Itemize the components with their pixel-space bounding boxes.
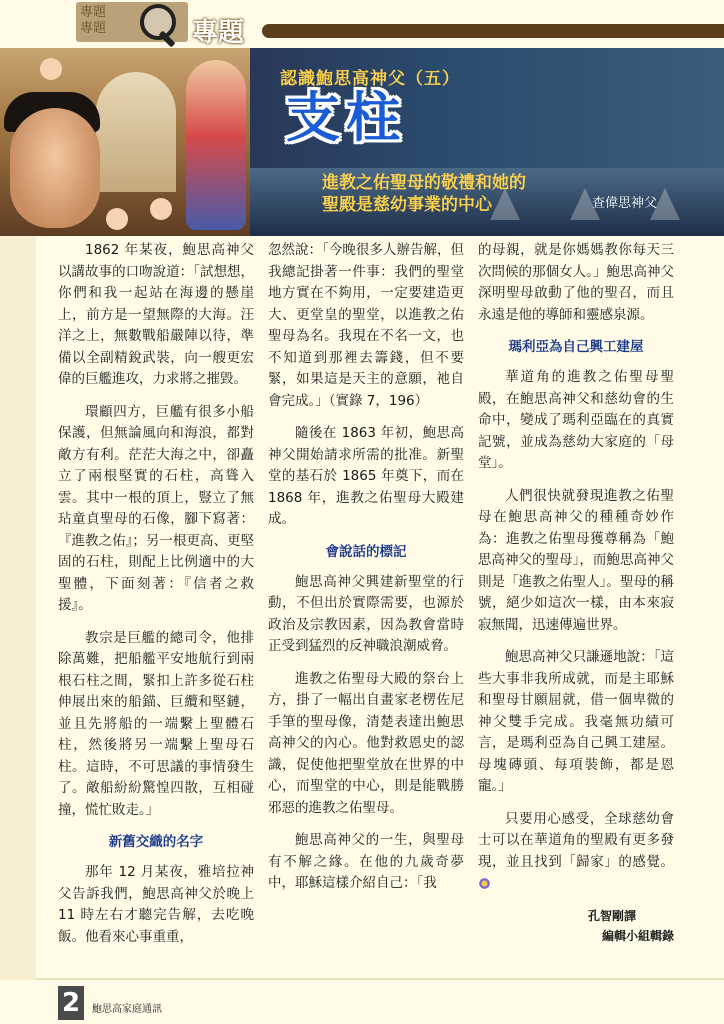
cherub-image (40, 58, 62, 80)
top-bar (0, 0, 724, 48)
subtitle-line: 聖殿是慈幼事業的中心 (322, 195, 492, 215)
logo-text-line1: 專題 (80, 5, 107, 20)
editor-credit: 編輯小組輯錄 (601, 928, 674, 943)
translator-credit: 孔智剛譯 (587, 908, 636, 923)
paragraph: 環顧四方，巨艦有很多小船保護，但無論風向和海浪，都對敵方有利。茫茫大海之中，卻矗立了兩根堅實的石柱，高聳入雲。其中一根的頂上，豎立了無玷童貞聖母的石像，腳下寫著：『進教之佑』；另一根更高、更堅固的石柱，則配上比例適中的大聖體，下面刻著：『信者之救援』。 (58, 403, 254, 613)
column-2 (268, 240, 464, 906)
madonna-image (186, 60, 246, 230)
column-1 (58, 240, 254, 959)
author-name: 查偉思神父 (592, 196, 658, 211)
section-heading: 新舊交織的名字 (108, 834, 204, 850)
paragraph: 鮑思高神父的一生，與聖母有不解之緣。在他的九歲奇夢中，耶穌這樣介紹自己：「我 (268, 832, 464, 891)
cherub-image (150, 198, 172, 220)
cherub-image (106, 208, 128, 230)
column-3 (478, 240, 674, 946)
article-subtitle (322, 172, 526, 216)
hero-illustration (0, 48, 250, 236)
paragraph: 忽然說：「今晚很多人辦告解，但我總記掛著一件事：我們的聖堂地方實在不夠用，一定要建造更大、更堂皇的聖堂，以進教之佑聖母為名。我現在不名一文，也不知道到那裡去籌錢，但不要緊，如果這是天主的意願，祂自會完成。」（實錄 7，196） (268, 242, 464, 409)
closing-paragraph (478, 809, 674, 895)
paragraph: 人們很快就發現進教之佑聖母在鮑思高神父的種種奇妙作為：進教之佑聖母獲尊稱為「鮑思高神父的聖母」，而鮑思高神父則是「進教之佑聖人」。聖母的稱號，絕少如這次一樣，由本來寂寂無聞，迅速傳遍世界。 (478, 487, 674, 633)
paragraph: 隨後在 1863 年初，鮑思高神父開始請求所需的批准。新聖堂的基石於 1865 年奠下，而在 1868 年，進教之佑聖母大殿建成。 (268, 425, 464, 527)
paragraph: 華道角的進教之佑聖母聖殿，在鮑思高神父和慈幼會的生命中，變成了瑪利亞臨在的真實記號，並成為慈幼大家庭的「母堂」。 (478, 369, 674, 471)
paragraph: 1862 年某夜，鮑思高神父以講故事的口吻說道：「試想想，你們和我一起站在海邊的懸崖上，前方是一望無際的大海。汪洋之上，無數戰船嚴陣以待，準備以全副精銳武裝，向一艘更宏偉的巨艦進攻，力求將之摧毀。 (58, 242, 254, 387)
section-heading: 瑪利亞為自己興工建屋 (508, 339, 644, 355)
subtitle-line: 進教之佑聖母的敬禮和她的 (322, 173, 526, 193)
paragraph-text: 只要用心感受，全球慈幼會士可以在華道角的聖殿有更多發現，並且找到「歸家」的感覺。 (478, 810, 674, 870)
don-bosco-portrait (10, 108, 100, 228)
paragraph: 那年 12 月某夜，雅培拉神父告訴我們，鮑思高神父於晚上 11 時左右才聽完告解，去吃晚飯。他看來心事重重， (58, 864, 254, 945)
series-title: 認識鮑思高神父（五） (280, 69, 460, 89)
flower-icon (478, 877, 491, 890)
article-body (58, 240, 720, 980)
header-stripe (262, 24, 724, 38)
section-label: 專題 (192, 18, 245, 48)
paragraph: 鮑思高神父興建新聖堂的行動，不但出於實際需要，也源於政治及宗教因素，因為教會當時正受到猛烈的反神職浪潮威脅。 (268, 573, 464, 654)
logo-text-line2: 專題 (80, 21, 107, 36)
publication-name: 鮑思高家庭通訊 (92, 1004, 162, 1015)
paragraph: 鮑思高神父只謙遜地說：「這些大事非我所成就，而是主耶穌和聖母甘願屈就，借一個卑微的神父雙手完成。我毫無功績可言，是瑪利亞為自己興工建屋。母塊磚頭、每項裝飾，都是恩寵。」 (478, 649, 674, 794)
paragraph: 教宗是巨艦的總司令，他排除萬難，把船艦平安地航行到兩根石柱之間，緊扣上許多從石柱伸展出來的船錨、巨纜和堅鏈，並且先將船的一端繫上聖體石柱，然後將另一端繫上聖母石柱。這時，不可思議的事情發生了。敵船紛紛驚惶四散，互相碰撞，慌忙敗走。」 (58, 629, 254, 818)
article-title: 支柱 (286, 86, 406, 149)
basilica-image (96, 72, 176, 192)
paragraph: 的母親，就是你媽媽教你每天三次問候的那個女人。」鮑思高神父深明聖母啟動了他的聖召，而且永遠是他的導師和靈感泉源。 (478, 242, 674, 323)
page-number: 2 (58, 986, 84, 1020)
footer-divider (36, 978, 724, 980)
section-heading: 會說話的標記 (325, 543, 407, 560)
paragraph: 進教之佑聖母大殿的祭台上方，掛了一幅出自畫家老楞佐尼手筆的聖母像，清楚表達出鮑思高神父的內心。他對救恩史的認識，促使他把聖堂放在世界的中心，而聖堂的中心，則是能戰勝邪惡的進教之佑聖母。 (268, 670, 464, 816)
page-margin (0, 236, 36, 980)
